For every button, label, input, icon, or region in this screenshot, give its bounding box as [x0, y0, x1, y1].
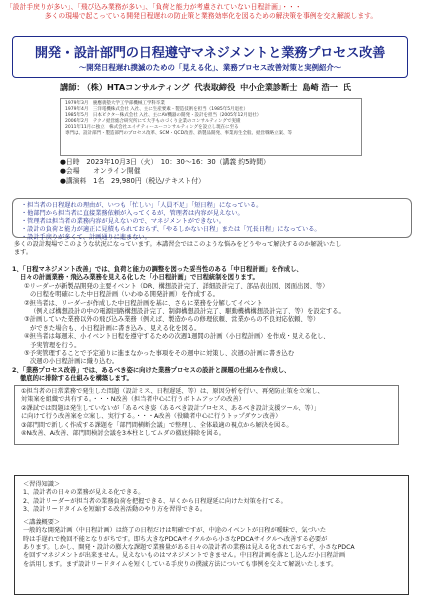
lecturer-line [60, 82, 380, 93]
summary-line: 一般的な開発計画（中日程計画）は終了の日程だけは明確ですが、中途のイベントが日程が曖昧で、気づいた [23, 527, 327, 535]
problem-list [12, 198, 412, 241]
section-heading: 1、「日程マネジメント改善」では、負荷と能力の調整を図った妥当性のある「中日程計画」を作成し、 [12, 266, 303, 273]
problem-item: ・設計手戻りが多くて、計画通りに進まない。 [21, 233, 151, 241]
section-item: ③計画していた業務以外の飛び込み業務（例えば、製造からの修理依頼、営業からの不良対応依頼、等） [24, 316, 320, 324]
lead-line: 多くの現場で起こっている開発日程遅れの防止策と業務効率化を図るための解決策を事例を交え解説します。 [44, 12, 378, 21]
bio-line: 1985年5月 日本ビクター株式会社 入社、主にAV機器の開発・設計を担当（2005年12月退社） [65, 113, 262, 119]
section-item: ③部門間で新しく作成する課題を「部門間横断会議」で整理し、全体最適の視点から解決を図る。 [21, 421, 293, 429]
problem-item: ・担当者の日程遅れの理由が、いつも「忙しい」「人員不足」「短日程」になっている。 [21, 202, 263, 209]
section-schedule-management [12, 266, 414, 367]
learning-heading: ＜習得知識＞ [23, 481, 61, 488]
title-box [12, 36, 408, 78]
section-heading: 2、「業務プロセス改善」では、あるべき姿に向けた業務プロセスの設計と課題の仕組みを作成し、 [12, 367, 291, 374]
bio-line: 1979年3月 慶應義塾大学工学部機械工学科卒業 [65, 101, 165, 106]
lecturer-bio [60, 98, 362, 156]
section-heading-cont: 徹底的に排除する仕組みを構築します。 [20, 375, 133, 383]
section-item: に向けて行う改善案を立案し、実行する。・・・A改善（役職者中心に行うトップダウン改善） [21, 413, 282, 421]
section-item: ができた場合も、小日程計画に書き込み、見える化を図る。 [30, 324, 201, 332]
intro-line: ます。 [14, 249, 33, 257]
section-process-improvement [12, 367, 414, 384]
lecturer-suffix: 氏 [342, 82, 351, 92]
learning-item: 1、設計者の日々の業務が見える化できる。 [23, 489, 145, 497]
page-subtitle: ～開発日程遅れ撲滅のための「見える化」、業務プロセス改善対策と実例紹介～ [78, 63, 342, 72]
intro-text [14, 241, 412, 257]
section-item: ①リーダーが新製品開発の主要イベント（DR、構想設計完了、詳細設計完了、部品表出図、図面出図、等） [24, 282, 329, 290]
lead-line: 「設計手戻りが多い」、「飛び込み業務が多い」、「負荷と能力が考慮されていない日程計画」・・・ [6, 3, 302, 11]
summary-box [14, 475, 409, 595]
section-item: 次週の小日程計画に織り込む。 [30, 358, 119, 366]
bio-line: 専門は、設計部門・製造部門のプロセス改革、SCM・QCD改善、新製品開発、事業再生全般、経営戦略立案、等 [65, 131, 293, 137]
page-title: 開発・設計部門の日程遵守マネジメントと業務プロセス改善 [34, 46, 386, 61]
section-item: ⑤予実管理することで予定通りに進まなかった事項をその週中に対策し、次週の計画に書き込む [24, 350, 295, 358]
schedule-date: ●日時 2023年10月3日（火） 10：30～16：30（講義 約5時間） [60, 158, 270, 166]
summary-heading: ＜講義概要＞ [23, 519, 61, 527]
bio-line: 2011年11月に独立 株式会社エイチティーエーコンサルティングを設立し現在に至る [65, 125, 239, 131]
process-improvement-box [14, 385, 399, 445]
section-item: ④N改善、A改善、部門間検討会議を3本柱としてムダの徹底排除を図る。 [21, 430, 225, 438]
learning-item: 2、設計リーダーが担当者の業務負荷を把握できる、早くから日程遅延に向けた対策を打てる。 [23, 497, 287, 505]
problem-item: ・他部門から担当者に直接業務依頼が入ってくるが、管理者は内容が見えない。 [21, 209, 244, 217]
problem-item: ・管理者は担当者の業務内容が見えないので、マネジメントができない。 [21, 217, 225, 225]
schedule-fee: ●講演料 1名 29,980円（税込/テキスト付） [60, 176, 205, 185]
section-item: 対策案を組織で共有する。・・・N改善（担当者中心に行うボトムアップの改善） [21, 396, 245, 404]
lecturer-label: 講師： [60, 82, 85, 92]
lecturer-company: （株）HTAコンサルティング [86, 82, 190, 92]
bio-line: 1979年4月 三洋電機株式会社 入社、主に生産要素・製造技術を担当（1985年5月退社） [65, 107, 249, 113]
problem-item: ・設計の負荷と能力が適正に見積もられておらず、「やるしかない日程」または「冗長日程」になっている。 [21, 225, 321, 233]
section-item: ②担当者は、リーダーが作成した中日程計画を基に、さらに業務を分解してイベント [24, 299, 263, 307]
summary-line: を活用します。まず設計リードタイムを短くしている手戻りの撲滅方法についても事例を交えて解説いたします。 [23, 560, 338, 568]
section-item: ④担当者は毎週末、小イベント日程を遵守するための次週1週間の計画（小日程計画）を作成・見える化し、 [24, 333, 330, 341]
section-item: ①担当者の日常業務で発生した問題（設計ミス、日程遅延、等）は、原因分析を行い、再発防止策を立案し、 [21, 388, 324, 395]
lecturer-qualification: 中小企業診断士 [240, 82, 298, 92]
section-heading-cont: 日々の計画業務・飛込み業務を見える化した「小日程計画」で日程統制を図ります。 [20, 274, 259, 282]
lead-text [6, 3, 416, 22]
intro-line: 多くの設計現場でこのような状況になっています。本講習会ではこのような悩みをどうやって解決するのか解説いたし [14, 241, 342, 248]
lecturer-role: 代表取締役 [194, 82, 236, 92]
section-item: ②課試では問題は発生していないが「あるべき姿（あるべき設計プロセス、あるべき設計支援ツール、等）」 [21, 404, 321, 412]
schedule-venue: ●会場 オンライン開催 [60, 167, 141, 176]
section-item: の日程を明確にした中日程計画（いわゆる開発計画）を作成する。 [30, 291, 219, 299]
summary-line: 時は手遅れで挽回不能となりがちです。即ち大きなPDCAサイクルから小さなPDCAサイクルへ改善する必要が [23, 535, 328, 543]
bio-line: 2006年2月 テクノ経営総合研究所にて大手ものづくり企業のコンサルティングで実績 [65, 119, 241, 125]
learning-item: 3、設計リードタイムを短縮する改善活動のやり方を習得できる。 [23, 505, 207, 513]
summary-line: あります。しかし、開発・設計の膨大な課題で業務量がある日々の設計者の業務は見える化されておらず、小さなPDCA [23, 544, 355, 552]
summary-line: を回すマネジメントが出来ません。見えないものはマネジメントできません。中日程計画を落とし込んだ小日程計画 [23, 552, 346, 560]
section-item: （例えば構想設計の中の電源回路構想設計完了、制御構想設計完了、駆動機構構想設計完了、等）を設定する。 [30, 308, 345, 316]
lecturer-name: 島崎 浩一 [302, 82, 338, 92]
section-item: 予実管理を行う。 [30, 341, 81, 349]
schedule-block [60, 158, 380, 186]
